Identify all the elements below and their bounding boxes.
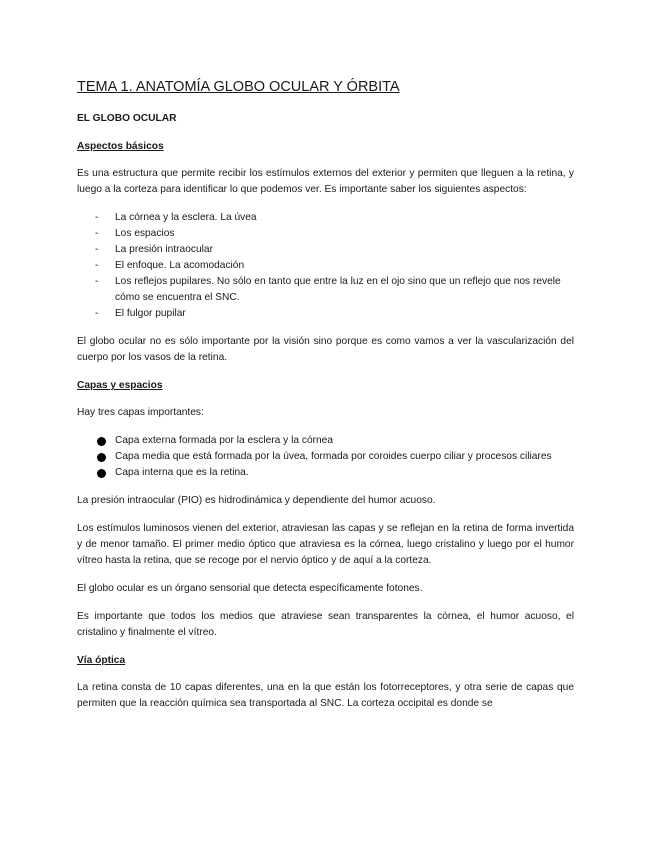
page-title: TEMA 1. ANATOMÍA GLOBO OCULAR Y ÓRBITA	[77, 79, 400, 95]
dash-marker: -	[95, 276, 99, 287]
list-item: - El enfoque. La acomodación	[77, 258, 574, 274]
dash-marker: -	[95, 260, 99, 271]
subheading-capas: Capas y espacios	[77, 380, 163, 391]
bullet-icon	[97, 437, 106, 446]
capas-paragraph-1: La presión intraocular (PIO) es hidrodinámica y dependiente del humor acuoso.	[77, 495, 436, 506]
capas-paragraph-3: El globo ocular es un órgano sensorial que detecta específicamente fotones.	[77, 583, 423, 594]
list-item: - La córnea y la esclera. La úvea	[77, 210, 574, 226]
dash-marker: -	[95, 308, 99, 319]
bullet-icon	[97, 469, 106, 478]
aspectos-list	[77, 210, 574, 322]
list-item: - Los reflejos pupilares. No sólo en tanto que entre la luz en el ojo sino que un reflejo que nos revele cómo se encuentra el SNC.	[95, 276, 561, 303]
capas-list	[77, 433, 574, 481]
dash-marker: -	[95, 212, 99, 223]
bullet-icon	[97, 453, 106, 462]
dash-marker: -	[95, 228, 99, 239]
capas-paragraph-2: Los estímulos luminosos vienen del exterior, atraviesan las capas y se reflejan en la retina de forma invertida y de menor tamaño. El primer medio óptico que atraviesa es la córnea, luego cristalino y luego por el humor vítreo hasta la retina, que se recoge por el nervio óptico y de aquí a la corteza.	[77, 523, 574, 566]
section-heading: EL GLOBO OCULAR	[77, 113, 177, 124]
subheading-via: Vía óptica	[77, 655, 126, 666]
document-content	[77, 78, 574, 724]
aspectos-intro: Es una estructura que permite recibir los estímulos externos del exterior y permiten que lleguen a la retina, y luego a la corteza para identificar lo que podemos ver. Es importante saber los siguientes aspectos:	[77, 168, 574, 195]
capas-intro: Hay tres capas importantes:	[77, 407, 204, 418]
list-item: Capa interna que es la retina.	[77, 465, 574, 481]
list-item: - La presión intraocular	[77, 242, 574, 258]
subheading-aspectos: Aspectos básicos	[77, 141, 164, 152]
list-item: - Los espacios	[77, 226, 574, 242]
dash-marker: -	[95, 244, 99, 255]
list-item: Capa media que está formada por la úvea, formada por coroides cuerpo ciliar y procesos ciliares	[77, 449, 574, 465]
aspectos-outro: El globo ocular no es sólo importante por la visión sino porque es como vamos a ver la vascularización del cuerpo por los vasos de la retina.	[77, 336, 574, 363]
list-item: - El fulgor pupilar	[77, 306, 574, 322]
list-item: Capa externa formada por la esclera y la córnea	[77, 433, 574, 449]
via-paragraph-1: La retina consta de 10 capas diferentes, una en la que están los fotorreceptores, y otra serie de capas que permiten que la reacción química sea transportada al SNC. La corteza occipital es donde se	[77, 682, 574, 709]
capas-paragraph-4: Es importante que todos los medios que atraviese sean transparentes la córnea, el humor acuoso, el cristalino y finalmente el vítreo.	[77, 611, 574, 638]
